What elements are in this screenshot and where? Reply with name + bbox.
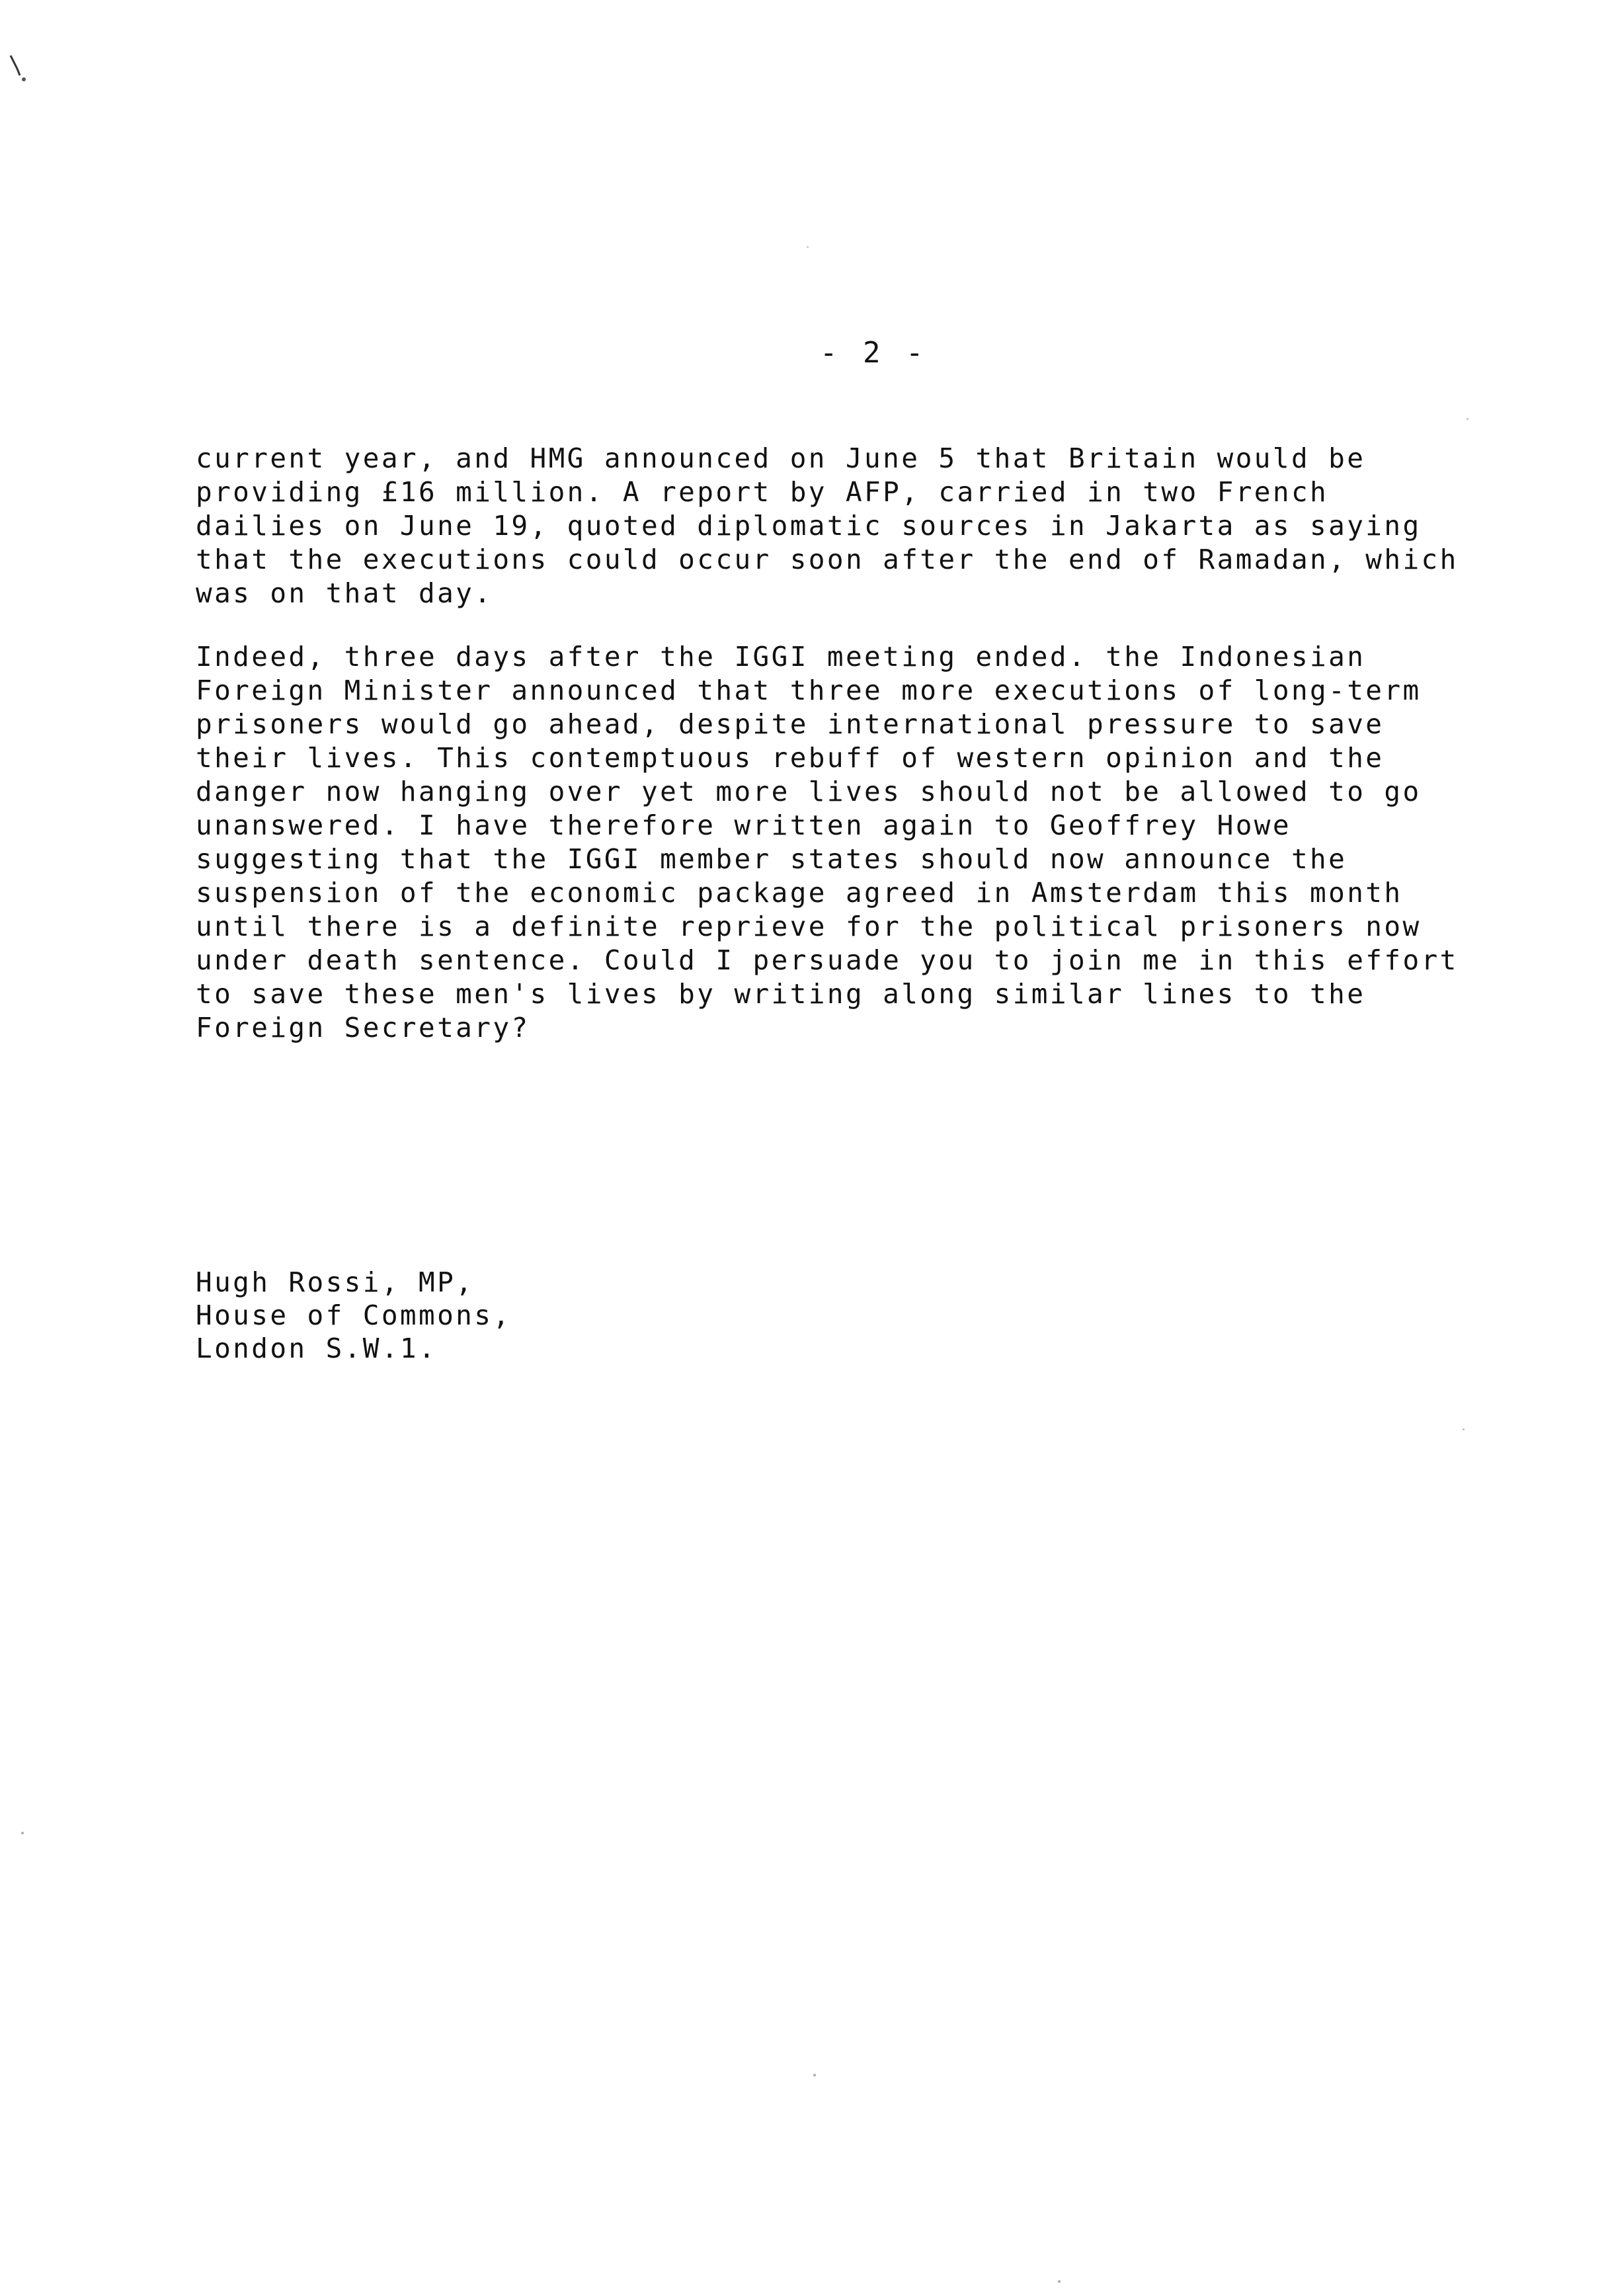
- scan-speck: [1463, 1428, 1465, 1430]
- text-line: dailies on June 19, quoted diplomatic sources in Jakarta as saying: [196, 510, 1422, 542]
- text-line: Foreign Secretary?: [196, 1012, 530, 1044]
- text-line: prisoners would go ahead, despite international pressure to save: [196, 708, 1385, 740]
- recipient-address: [196, 1266, 511, 1365]
- text-line: under death sentence. Could I persuade you to join me in this effort: [196, 944, 1459, 976]
- paragraph-1: [196, 442, 1584, 610]
- text-line: that the executions could occur soon after the end of Ramadan, which: [196, 544, 1459, 575]
- text-line: was on that day.: [196, 577, 493, 609]
- scan-speck: [807, 246, 809, 248]
- address-line: House of Commons,: [196, 1299, 512, 1331]
- text-line: to save these men's lives by writing along similar lines to the: [196, 978, 1366, 1010]
- scan-speck: [1058, 2280, 1061, 2283]
- text-line: until there is a definite reprieve for the political prisoners now: [196, 911, 1422, 942]
- page-number: - 2 -: [820, 336, 928, 370]
- address-line: London S.W.1.: [196, 1332, 438, 1364]
- text-line: providing £16 million. A report by AFP, carried in two French: [196, 476, 1329, 508]
- scan-speck: [813, 2074, 816, 2076]
- text-line: unanswered. I have therefore written again to Geoffrey Howe: [196, 809, 1291, 841]
- text-line: Foreign Minister announced that three more executions of long-term: [196, 675, 1422, 706]
- text-line: suspension of the economic package agreed in Amsterdam this month: [196, 877, 1403, 909]
- address-line: Hugh Rossi, MP,: [196, 1266, 475, 1298]
- scan-speck: [21, 1832, 24, 1834]
- paragraph-2: [196, 640, 1584, 1045]
- stray-pen-mark: [7, 52, 33, 91]
- text-line: current year, and HMG announced on June 5 that Britain would be: [196, 442, 1366, 474]
- text-line: their lives. This contemptuous rebuff of western opinion and the: [196, 742, 1385, 774]
- text-line: suggesting that the IGGI member states should now announce the: [196, 843, 1347, 875]
- text-line: Indeed, three days after the IGGI meeting ended. the Indonesian: [196, 641, 1366, 673]
- text-line: danger now hanging over yet more lives should not be allowed to go: [196, 776, 1422, 807]
- scan-speck: [1467, 418, 1468, 420]
